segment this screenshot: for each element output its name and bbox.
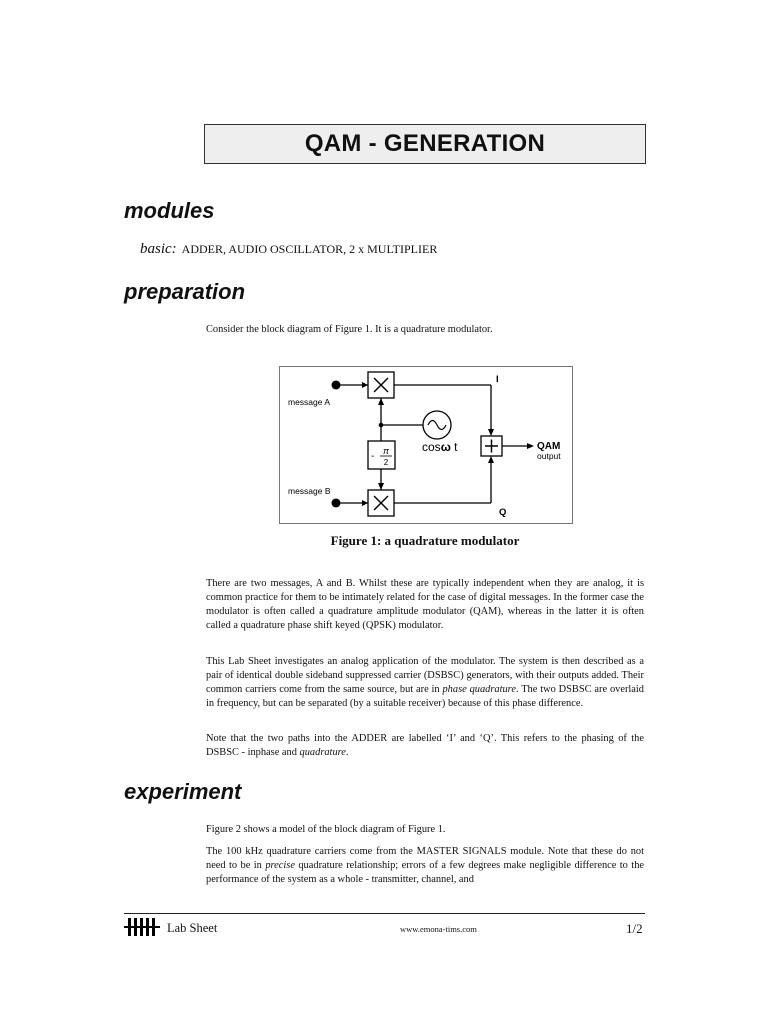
figure-caption: Figure 1: a quadrature modulator (330, 533, 520, 548)
phase-pi: π (382, 446, 390, 456)
tims-logo-icon (124, 917, 164, 942)
preparation-paragraph-2: This Lab Sheet investigates an analog application of the modulator. The system is then described as a pair of identical double sideband suppressed carrier (DSBSC) generators, with their outputs added. Their common carriers come from the same source, but are in phase quadrature. The two DSBSC are overlaid in frequency, but can be separated (by a suitable receiver) because of this phase difference. (206, 656, 644, 709)
preparation-intro: Consider the block diagram of Figure 1. It is a quadrature modulator. (206, 324, 493, 335)
experiment-paragraph-1: Figure 2 shows a model of the block diagram of Figure 1. (206, 824, 446, 835)
section-heading-modules: modules (124, 198, 215, 223)
carrier-label: cosω t (422, 440, 458, 454)
i-label: I (496, 374, 499, 385)
footer-website: www.emona-tims.com (400, 924, 477, 934)
junction-dot (379, 423, 384, 428)
page-title: QAM - GENERATION (304, 130, 546, 157)
title-box (204, 124, 646, 164)
block-diagram-figure (279, 366, 573, 524)
message-b-label: message B (288, 486, 331, 496)
phase-two: 2 (383, 458, 389, 467)
qam-label: QAM (537, 441, 561, 452)
footer-page-number: 1/2 (626, 921, 643, 936)
oscillator-block (423, 411, 451, 439)
message-a-label: message A (288, 397, 331, 407)
preparation-paragraph-1: There are two messages, A and B. Whilst these are typically independent when they are analog, it is common practice for them to be intimately related for the case of digital messages. In the former case the modulator is often called a quadrature amplitude modulator (QAM), whereas in the latter it is often called a quadrature phase shift keyed (QPSK) modulator. (206, 578, 644, 631)
footer-rule (124, 913, 645, 914)
multiplier-a-block (368, 372, 394, 398)
multiplier-b-block (368, 490, 394, 516)
phase-minus: - (371, 451, 375, 462)
footer-lab-sheet: Lab Sheet (167, 921, 218, 935)
experiment-paragraph-2: The 100 kHz quadrature carriers come from the MASTER SIGNALS module. Note that these do not need to be in precise quadrature relationship; errors of a few degrees make negligible difference to the performance of the system as a whole - transmitter, channel, and (206, 846, 645, 885)
preparation-paragraph-3: Note that the two paths into the ADDER are labelled ‘I’ and ‘Q’. This refers to the phasing of the DSBSC - inphase and quadrature. (206, 733, 644, 758)
block-diagram (280, 367, 572, 523)
output-label: output (537, 451, 561, 461)
section-heading-experiment: experiment (124, 779, 242, 804)
adder-block (481, 436, 502, 456)
q-label: Q (499, 507, 507, 518)
message-b-input-dot (332, 499, 341, 508)
modules-basic-line (140, 241, 437, 258)
phase-shifter-block (368, 441, 395, 469)
message-a-input-dot (332, 381, 341, 390)
section-heading-preparation: preparation (124, 279, 246, 304)
basic-module-list: ADDER, AUDIO OSCILLATOR, 2 x MULTIPLIER (181, 242, 438, 256)
basic-label: basic: (140, 241, 177, 257)
